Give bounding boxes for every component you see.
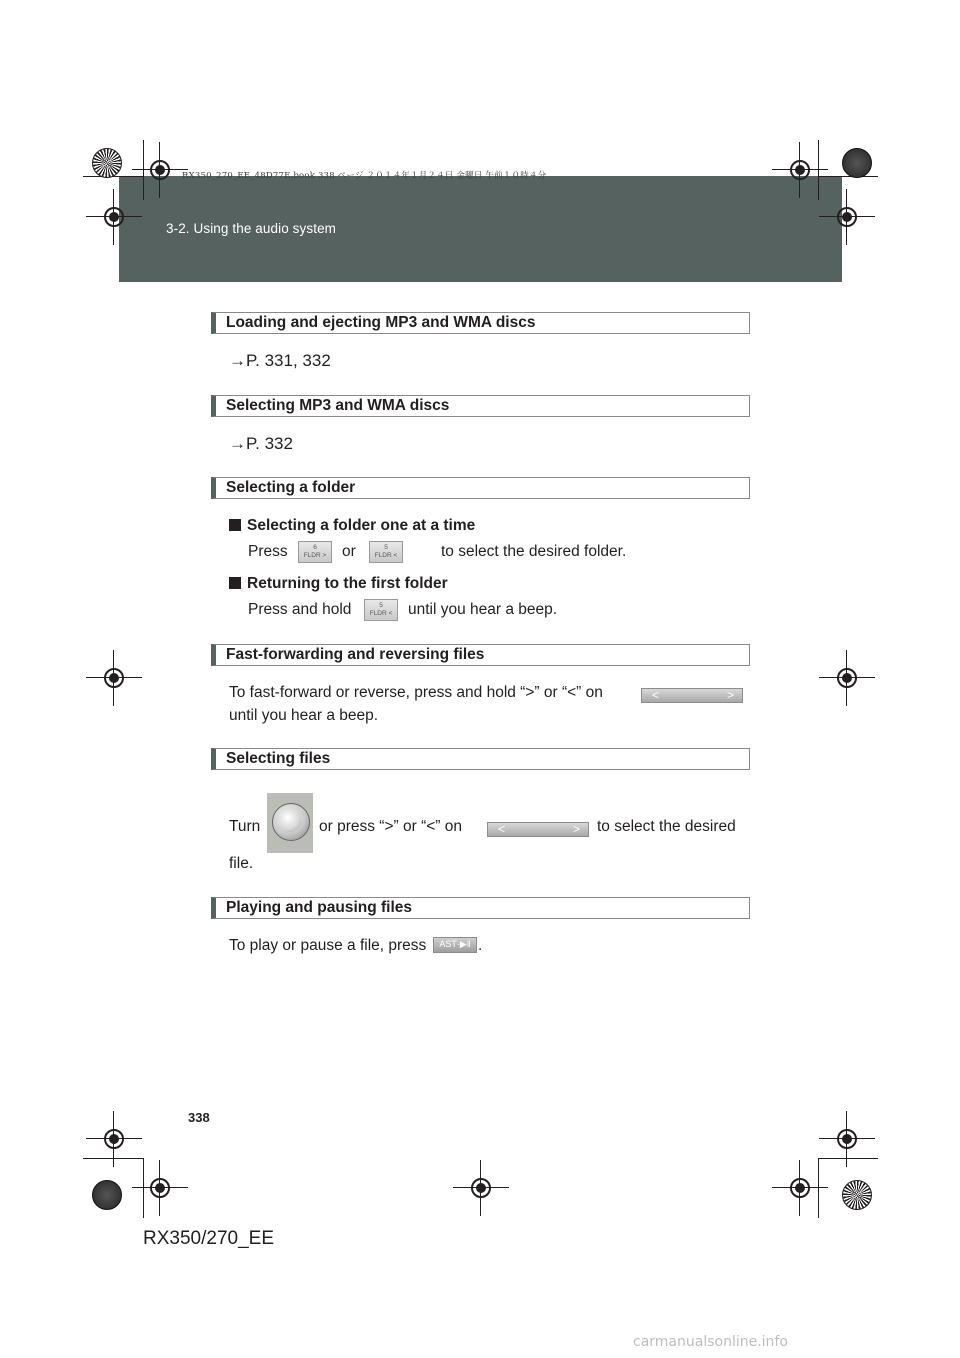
seek-button-icon: [487, 822, 589, 837]
instruction-text: or press “>” or “<” on: [319, 818, 462, 835]
heading-selecting-files: [211, 748, 750, 770]
heading-text: Loading and ejecting MP3 and WMA discs: [226, 314, 536, 331]
subheading-text: Selecting a folder one at a time: [247, 517, 476, 534]
seek-left-glyph: <: [498, 822, 506, 836]
density-mark-icon: [842, 148, 872, 178]
turn-text: Turn: [229, 818, 261, 835]
instruction-text: to select the desired: [597, 818, 736, 835]
density-mark-icon: [92, 1180, 122, 1210]
button-number: 5: [379, 602, 383, 609]
registration-mark-icon: [837, 207, 857, 227]
square-bullet-icon: [229, 519, 241, 531]
starburst-mark-icon: [92, 148, 122, 178]
button-number: 6: [313, 544, 317, 551]
ast-play-pause-button-icon: AST·▶‖: [433, 937, 477, 953]
registration-mark-icon: [150, 1178, 170, 1198]
heading-fast-forward: [211, 644, 750, 666]
crop-mark: [143, 1158, 144, 1218]
section-title: 3-2. Using the audio system: [166, 221, 337, 236]
press-text: Press: [248, 543, 288, 560]
instruction-text: To fast-forward or reverse, press and hold “>” or “<” on: [229, 684, 603, 701]
starburst-mark-icon: [842, 1180, 872, 1210]
crop-mark: [818, 140, 819, 200]
subheading-folder-one-at-a-time: [229, 517, 475, 535]
button-label: FLDR <: [374, 552, 398, 559]
or-text: or: [342, 543, 356, 560]
heading-text: Fast-forwarding and reversing files: [226, 646, 485, 663]
crop-mark: [818, 1158, 819, 1218]
heading-loading-ejecting: [211, 312, 750, 334]
square-bullet-icon: [229, 577, 241, 589]
seek-right-glyph: >: [726, 688, 734, 702]
book-meta-line: RX350_270_EE_48D77E.book 338 ページ ２０１４年１月２４日 金曜日 午前１０時４分: [182, 171, 547, 181]
registration-mark-icon: [150, 160, 170, 180]
registration-mark-icon: [790, 1178, 810, 1198]
registration-mark-icon: [104, 1129, 124, 1149]
fldr-up-button-icon: [298, 541, 332, 563]
watermark: carmanualsonline.info: [633, 1334, 788, 1350]
tune-knob-icon: [267, 793, 313, 853]
period-text: .: [478, 937, 483, 954]
crop-mark: [818, 176, 878, 177]
registration-mark-icon: [837, 668, 857, 688]
button-label: FLDR <: [369, 610, 393, 617]
instruction-text: To play or pause a file, press: [229, 937, 427, 954]
model-code: RX350/270_EE: [143, 1228, 274, 1249]
fldr-down-button-icon: [369, 541, 403, 563]
registration-mark-icon: [104, 668, 124, 688]
seek-left-glyph: <: [652, 688, 660, 702]
heading-selecting-folder: [211, 477, 750, 499]
instruction-text: file.: [229, 855, 254, 872]
page-reference: →P. 331, 332: [229, 351, 331, 370]
instruction-text: until you hear a beep.: [229, 707, 379, 724]
fldr-down-button-icon: [364, 599, 398, 621]
heading-text: Selecting files: [226, 750, 331, 767]
instruction-text: to select the desired folder.: [441, 543, 627, 560]
heading-text: Playing and pausing files: [226, 899, 413, 916]
registration-mark-icon: [790, 160, 810, 180]
button-number: 5: [384, 544, 388, 551]
button-label: FLDR >: [303, 552, 327, 559]
registration-mark-icon: [104, 207, 124, 227]
seek-button-icon: [641, 688, 743, 703]
heading-text: Selecting MP3 and WMA discs: [226, 397, 450, 414]
registration-mark-icon: [471, 1178, 491, 1198]
subheading-first-folder: [229, 575, 448, 593]
subheading-text: Returning to the first folder: [247, 575, 448, 592]
press-hold-text: Press and hold: [248, 601, 352, 618]
heading-selecting-discs: [211, 395, 750, 417]
crop-mark: [818, 1158, 878, 1159]
registration-mark-icon: [837, 1129, 857, 1149]
page-number: 338: [188, 1110, 210, 1125]
crop-mark: [143, 140, 144, 200]
heading-text: Selecting a folder: [226, 479, 356, 496]
page-reference: →P. 332: [229, 434, 293, 453]
heading-play-pause: [211, 897, 750, 919]
seek-right-glyph: >: [572, 822, 580, 836]
instruction-text: until you hear a beep.: [408, 601, 558, 618]
